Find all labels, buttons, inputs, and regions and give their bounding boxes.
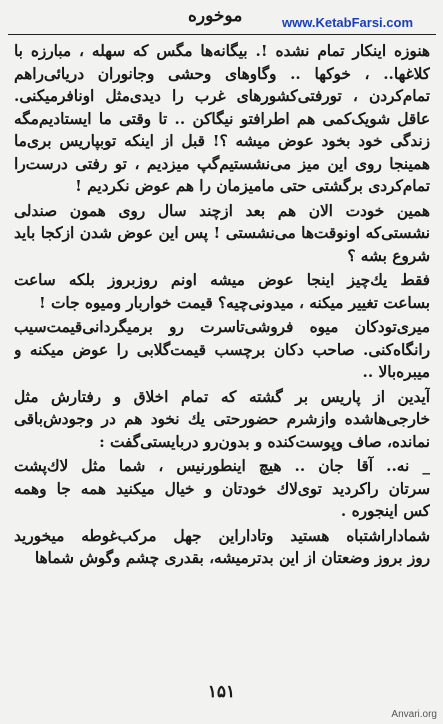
paragraph bbox=[14, 200, 430, 268]
text-line: کلاغها.. ، خوکها .. وگاوهای وحشی وجانوران دریائی‌راهم bbox=[14, 64, 430, 83]
text-line: عاقل شویک‌کمی هم اطرافتو نیگاکن .. تا وقتی ما ایستادیم‌مگه bbox=[14, 109, 430, 128]
page-number: ۱۵۱ bbox=[207, 682, 236, 702]
paragraph bbox=[14, 386, 430, 454]
text-line: میبره‌بالا .. bbox=[362, 363, 430, 381]
text-line: میری‌تودکان میوه فروشی‌تاسرت رو برمیگردانی‌قیمت‌سیب bbox=[14, 318, 430, 336]
body-text bbox=[14, 40, 430, 572]
page-header bbox=[0, 0, 443, 36]
paragraph bbox=[14, 269, 430, 314]
page-title: موخوره bbox=[188, 6, 243, 26]
text-line: همینجا روی این میز می‌نشستیم‌گپ میزدیم ، تو رفتی درست‌را bbox=[14, 154, 430, 173]
paragraph bbox=[14, 455, 430, 523]
text-line: آیدین از پاریس بر گشته که تمام اخلاق و رفتارش مثل bbox=[14, 387, 430, 406]
paragraph bbox=[14, 525, 430, 570]
text-line: همین خودت الان هم بعد ازچند سال روی همون صندلی bbox=[14, 201, 430, 220]
site-url: www.KetabFarsi.com bbox=[282, 15, 413, 30]
paragraph bbox=[14, 316, 430, 384]
text-line: زندگی خود بخود عوض میشه ؟! قبل از اینکه توبپاریس بری‌ما bbox=[14, 132, 430, 150]
header-divider bbox=[8, 34, 436, 35]
text-line: خارجی‌هاشده وازشرم حضورحتی یك نخود هم در وجودش‌باقی bbox=[14, 410, 430, 428]
text-line: شماداراشتباه هستید وتاداراین جهل مرکب‌غوطه میخورید bbox=[14, 526, 430, 545]
text-line: سرتان راکردید توی‌لاك خودتان و خیال میکنید همه جا وهمه bbox=[14, 479, 430, 498]
text-line: روز بروز وضعتان از این بدترمیشه، بقدری چشم وگوش شماها bbox=[34, 549, 430, 567]
text-line: کس اینجوره . bbox=[340, 502, 430, 520]
text-line: _ نه.. آقا جان .. هیچ اینطورنیس ، شما مثل لاك‌پشت bbox=[14, 457, 430, 475]
text-line: فقط یك‌چیز اینجا عوض میشه اونم روزبروز بلکه ساعت bbox=[14, 271, 430, 289]
watermark: Anvari.org bbox=[391, 709, 437, 720]
text-line: تمام‌کردن ، تورفتی‌کشورهای غرب را دیدی‌مثل اونافرمیکنی. bbox=[14, 87, 430, 105]
text-line: تمام‌کردی برگشتی حتی ماميزمان را هم عوض نکردیم ! bbox=[75, 177, 430, 195]
text-line: نمانده، صاف وپوست‌کنده و بدون‌رو دربایستی‌گفت : bbox=[99, 432, 430, 451]
text-line: رانگاه‌کنی. صاحب دکان برچسب قیمت‌گلابی را عوض میکنه و bbox=[14, 340, 430, 359]
text-line: نشستی‌که اونوقت‌ها می‌نشستی ! پس این عوض شدن ازکجا باید bbox=[14, 224, 430, 242]
text-line: هنوزه اینکار تمام نشده !. بیگانه‌ها مگس که سهله ، مبارزه با bbox=[14, 42, 430, 60]
text-line: شروع بشه ؟ bbox=[347, 246, 430, 265]
paragraph bbox=[14, 40, 430, 198]
text-line: بساعت تغییر میکنه ، میدونی‌چیه؟ قیمت خواربار ومیوه جات ! bbox=[38, 293, 430, 312]
